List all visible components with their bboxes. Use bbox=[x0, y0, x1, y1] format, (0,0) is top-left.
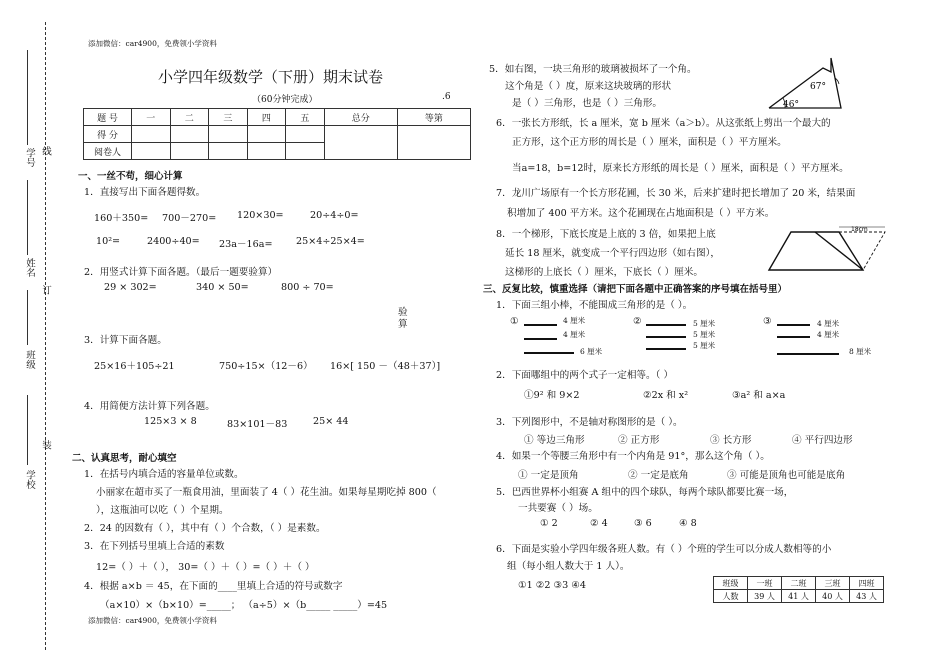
s3-q6b: 组（每小组人数大于 1 人）。 bbox=[507, 561, 630, 572]
stick-1c-label: 6 厘米 bbox=[580, 347, 603, 356]
margin-ding: 订 bbox=[40, 285, 51, 295]
angle-67-label: 67° bbox=[810, 82, 826, 92]
s1-q4: 4．用简便方法计算下列各题。 bbox=[84, 401, 215, 412]
xuexiao-blank bbox=[27, 395, 28, 465]
s1-suan: 算 bbox=[398, 319, 408, 330]
score-cell[interactable] bbox=[209, 126, 248, 143]
s2-q4: 4．根据 a×b ＝ 45，在下面的____里填上合适的符号或数字 bbox=[84, 581, 343, 592]
score-h0: 题 号 bbox=[84, 109, 132, 126]
stick-group-1-num: ① bbox=[510, 316, 519, 327]
s3-q6-options: ①1 ②2 ③3 ④4 bbox=[518, 580, 586, 591]
score-h4: 四 bbox=[247, 109, 286, 126]
cls-h3: 三班 bbox=[816, 577, 850, 590]
stick bbox=[646, 336, 686, 338]
r-q6b: 正方形，这个正方形的周长是（ ）厘米，面积是（ ）平方厘米。 bbox=[512, 137, 787, 148]
class-table-header bbox=[714, 577, 884, 590]
r-q5c: 是（ ）三角形，也是（ ）三角形。 bbox=[512, 98, 663, 109]
s3-q4-opt3: ③ 可能是顶角也可能是底角 bbox=[727, 470, 846, 481]
s3-q5-opt2: ② 4 bbox=[590, 518, 608, 529]
class-size-table bbox=[713, 576, 884, 603]
s2-q3a: 12=（ ）＋（ ）， 30=（ ）＋（ ）=（ ）＋（ ） bbox=[96, 562, 315, 573]
s3-q5: 5．巴西世界杯小组赛 A 组中的四个球队，每两个球队都要比赛一场， bbox=[496, 487, 794, 498]
margin-xian: 线 bbox=[40, 146, 51, 156]
s3-q2-opt1: ①9² 和 9×2 bbox=[524, 390, 580, 401]
grader-cell[interactable] bbox=[209, 143, 248, 160]
grade-cell[interactable] bbox=[397, 126, 470, 160]
cls-h0: 班级 bbox=[714, 577, 748, 590]
r-q8a: 8．一个梯形，下底长度是上底的 3 倍，如果把上底 bbox=[496, 229, 716, 240]
stick-2a-label: 5 厘米 bbox=[693, 319, 716, 328]
s1-r1-3: 20÷4÷0= bbox=[310, 210, 359, 221]
s3-q4: 4．如果一个等腰三角形中有一个内角是 91°，那么这个角（ ）。 bbox=[496, 451, 770, 462]
page-mark: .6 bbox=[442, 92, 451, 102]
r-q8c: 这梯形的上底长（ ）厘米，下底长（ ）厘米。 bbox=[505, 267, 703, 278]
s2-q3: 3．在下列括号里填上合适的素数 bbox=[84, 541, 225, 552]
header-note: 添加微信：car4900，免费领小学资料 bbox=[88, 39, 217, 48]
s3-q3-opt2: ② 正方形 bbox=[618, 435, 660, 446]
trapezoid-18cm-label: 18cm bbox=[851, 226, 868, 233]
r-q8b: 延长 18 厘米，就变成一个平行四边形（如右图）， bbox=[505, 248, 720, 259]
stick bbox=[646, 324, 686, 326]
cls-v1: 39 人 bbox=[748, 590, 782, 603]
r-q6a: 6．一张长方形纸，长 a 厘米，宽 b 厘米（a＞b）。从这张纸上剪出一个最大的 bbox=[496, 118, 831, 129]
s1-r5-1: 83×101－83 bbox=[227, 419, 288, 430]
s1-r3-0: 29 × 302= bbox=[104, 282, 157, 293]
s3-q3-opt3: ③ 长方形 bbox=[710, 435, 752, 446]
s1-q1: 1．直接写出下面各题得数。 bbox=[84, 187, 206, 198]
s3-q5b: 一共要赛（ ）场。 bbox=[518, 503, 598, 514]
s3-q3-opt1: ① 等边三角形 bbox=[524, 435, 585, 446]
s3-q1: 1．下面三组小棒，不能围成三角形的是（ ）。 bbox=[496, 300, 693, 311]
s1-r1-1: 700－270= bbox=[162, 213, 217, 224]
s1-r4-0: 25×16＋105÷21 bbox=[94, 361, 175, 372]
s2-q2: 2．24 的因数有（ ），其中有（ ）个合数，（ ）是素数。 bbox=[84, 523, 326, 534]
score-h6: 总分 bbox=[324, 109, 397, 126]
s1-r3-2: 800 ÷ 70= bbox=[281, 282, 334, 293]
banji-blank bbox=[27, 290, 28, 345]
s1-r5-0: 125×3 × 8 bbox=[144, 416, 197, 427]
stick bbox=[777, 336, 810, 338]
score-header-row bbox=[84, 109, 471, 126]
score-h1: 一 bbox=[132, 109, 171, 126]
grader-cell[interactable] bbox=[286, 143, 325, 160]
stick-2b-label: 5 厘米 bbox=[693, 330, 716, 339]
cls-h2: 二班 bbox=[782, 577, 816, 590]
stick-3a-label: 4 厘米 bbox=[817, 319, 840, 328]
s3-q5-opt1: ① 2 bbox=[540, 518, 558, 529]
stick bbox=[646, 348, 686, 350]
subtitle: （60分钟完成） bbox=[252, 95, 318, 105]
score-cell[interactable] bbox=[132, 126, 171, 143]
stick bbox=[524, 324, 557, 326]
stick-3c-label: 8 厘米 bbox=[849, 347, 872, 356]
grader-cell[interactable] bbox=[132, 143, 171, 160]
total-cell[interactable] bbox=[324, 126, 397, 160]
class-table-row bbox=[714, 590, 884, 603]
stick-3b-label: 4 厘米 bbox=[817, 330, 840, 339]
footer-note: 添加微信：car4900，免费领小学资料 bbox=[88, 616, 217, 625]
s1-r2-0: 10²= bbox=[96, 236, 121, 247]
s3-q3: 3．下列图形中，不是轴对称图形的是（ ）。 bbox=[496, 417, 683, 428]
s1-r3-1: 340 × 50= bbox=[196, 282, 249, 293]
stick-1b-label: 4 厘米 bbox=[563, 330, 586, 339]
cls-h4: 四班 bbox=[850, 577, 884, 590]
s1-r4-1: 750÷15×（12－6） bbox=[219, 361, 313, 372]
r-q6c: 当a=18，b=12时，原来长方形纸的周长是（ ）厘米，面积是（ ）平方厘米。 bbox=[512, 163, 849, 174]
s1-r2-3: 25×4÷25×4= bbox=[296, 236, 365, 247]
broken-triangle-figure bbox=[765, 50, 845, 112]
margin-xuehao: 学号 bbox=[24, 148, 35, 167]
cls-h1: 一班 bbox=[748, 577, 782, 590]
margin-zhuang: 装 bbox=[40, 440, 51, 450]
s1-r2-2: 23a－16a= bbox=[219, 239, 273, 250]
score-h3: 三 bbox=[209, 109, 248, 126]
s1-yan: 验 bbox=[398, 307, 408, 318]
s2-q4a: （a×10）×（b×10）=_____； （a÷5）×（b_____ _____）=45 bbox=[100, 600, 388, 611]
stick-2c-label: 5 厘米 bbox=[693, 341, 716, 350]
stick-group-3-num: ③ bbox=[763, 316, 772, 327]
score-row bbox=[84, 126, 471, 143]
cls-v2: 41 人 bbox=[782, 590, 816, 603]
s3-q3-opt4: ④ 平行四边形 bbox=[792, 435, 853, 446]
score-h2: 二 bbox=[170, 109, 209, 126]
s3-q4-opt1: ① 一定是顶角 bbox=[518, 470, 579, 481]
trapezoid-figure bbox=[765, 222, 890, 274]
stick-group-2-num: ② bbox=[633, 316, 642, 327]
stick bbox=[524, 352, 574, 354]
s1-r1-0: 160＋350= bbox=[94, 213, 149, 224]
score-cell[interactable] bbox=[247, 126, 286, 143]
cls-v4: 43 人 bbox=[850, 590, 884, 603]
s3-q4-opt2: ② 一定是底角 bbox=[628, 470, 689, 481]
s1-r1-2: 120×30= bbox=[237, 210, 284, 221]
margin-banji: 班级 bbox=[24, 350, 35, 369]
r-q7b: 积增加了 400 平方米。这个花圃现在占地面积是（ ）平方米。 bbox=[507, 208, 775, 219]
section1-heading: 一、一丝不苟，细心计算 bbox=[78, 171, 183, 182]
score-cell[interactable] bbox=[170, 126, 209, 143]
margin-xingming: 姓名 bbox=[24, 258, 35, 277]
grader-cell[interactable] bbox=[170, 143, 209, 160]
score-table bbox=[83, 108, 471, 160]
grader-row-label: 阅卷人 bbox=[84, 143, 132, 160]
cls-v0: 人数 bbox=[714, 590, 748, 603]
s1-r5-2: 25× 44 bbox=[313, 416, 349, 427]
r-q7a: 7．龙川广场原有一个长方形花圃，长 30 米，后来扩建时把长增加了 20 米，结果面 bbox=[496, 188, 856, 199]
stick-1a-label: 4 厘米 bbox=[563, 316, 586, 325]
s1-q3: 3．计算下面各题。 bbox=[84, 335, 167, 346]
section2-heading: 二、认真思考，耐心填空 bbox=[72, 453, 177, 464]
s1-q2: 2．用竖式计算下面各题。（最后一题要验算） bbox=[84, 267, 278, 278]
xingming-blank bbox=[27, 180, 28, 255]
stick bbox=[777, 324, 810, 326]
binding-line bbox=[45, 22, 46, 650]
page-title: 小学四年级数学（下册）期末试卷 bbox=[158, 68, 384, 86]
score-h7: 等第 bbox=[397, 109, 470, 126]
cls-v3: 40 人 bbox=[816, 590, 850, 603]
stick bbox=[777, 353, 839, 355]
score-h5: 五 bbox=[286, 109, 325, 126]
s3-q5-opt3: ③ 6 bbox=[634, 518, 652, 529]
r-q5a: 5．如右图，一块三角形的玻璃被损坏了一个角。 bbox=[489, 64, 697, 75]
s3-q5-opt4: ④ 8 bbox=[679, 518, 697, 529]
s2-q1a: 小丽家在超市买了一瓶食用油，里面装了 4（ ）花生油。如果每星期吃掉 800（ bbox=[96, 487, 437, 498]
s1-r4-2: 16×[ 150 －（48＋37）] bbox=[330, 361, 441, 372]
s3-q2-opt3: ③a² 和 a×a bbox=[732, 390, 786, 401]
score-cell[interactable] bbox=[286, 126, 325, 143]
section3-heading: 三、反复比较，慎重选择（请把下面各题中正确答案的序号填在括号里） bbox=[483, 284, 788, 295]
margin-xuexiao: 学校 bbox=[24, 470, 35, 489]
s3-q2: 2．下面哪组中的两个式子一定相等。（ ） bbox=[496, 370, 674, 381]
r-q5b: 这个角是（ ）度，原来这块玻璃的形状 bbox=[505, 81, 672, 92]
angle-46-label: 46° bbox=[783, 100, 799, 110]
score-row-label: 得 分 bbox=[84, 126, 132, 143]
s1-r2-1: 2400÷40= bbox=[147, 236, 200, 247]
grader-cell[interactable] bbox=[247, 143, 286, 160]
s2-q1b: ），这瓶油可以吃（ ）个星期。 bbox=[96, 505, 229, 516]
stick bbox=[524, 338, 557, 340]
s3-q2-opt2: ②2x 和 x² bbox=[643, 390, 689, 401]
xuehao-blank bbox=[27, 50, 28, 145]
s2-q1: 1．在括号内填合适的容量单位或数。 bbox=[84, 469, 244, 480]
s3-q6a: 6．下面是实验小学四年级各班人数。有（ ）个班的学生可以分成人数相等的小 bbox=[496, 544, 832, 555]
